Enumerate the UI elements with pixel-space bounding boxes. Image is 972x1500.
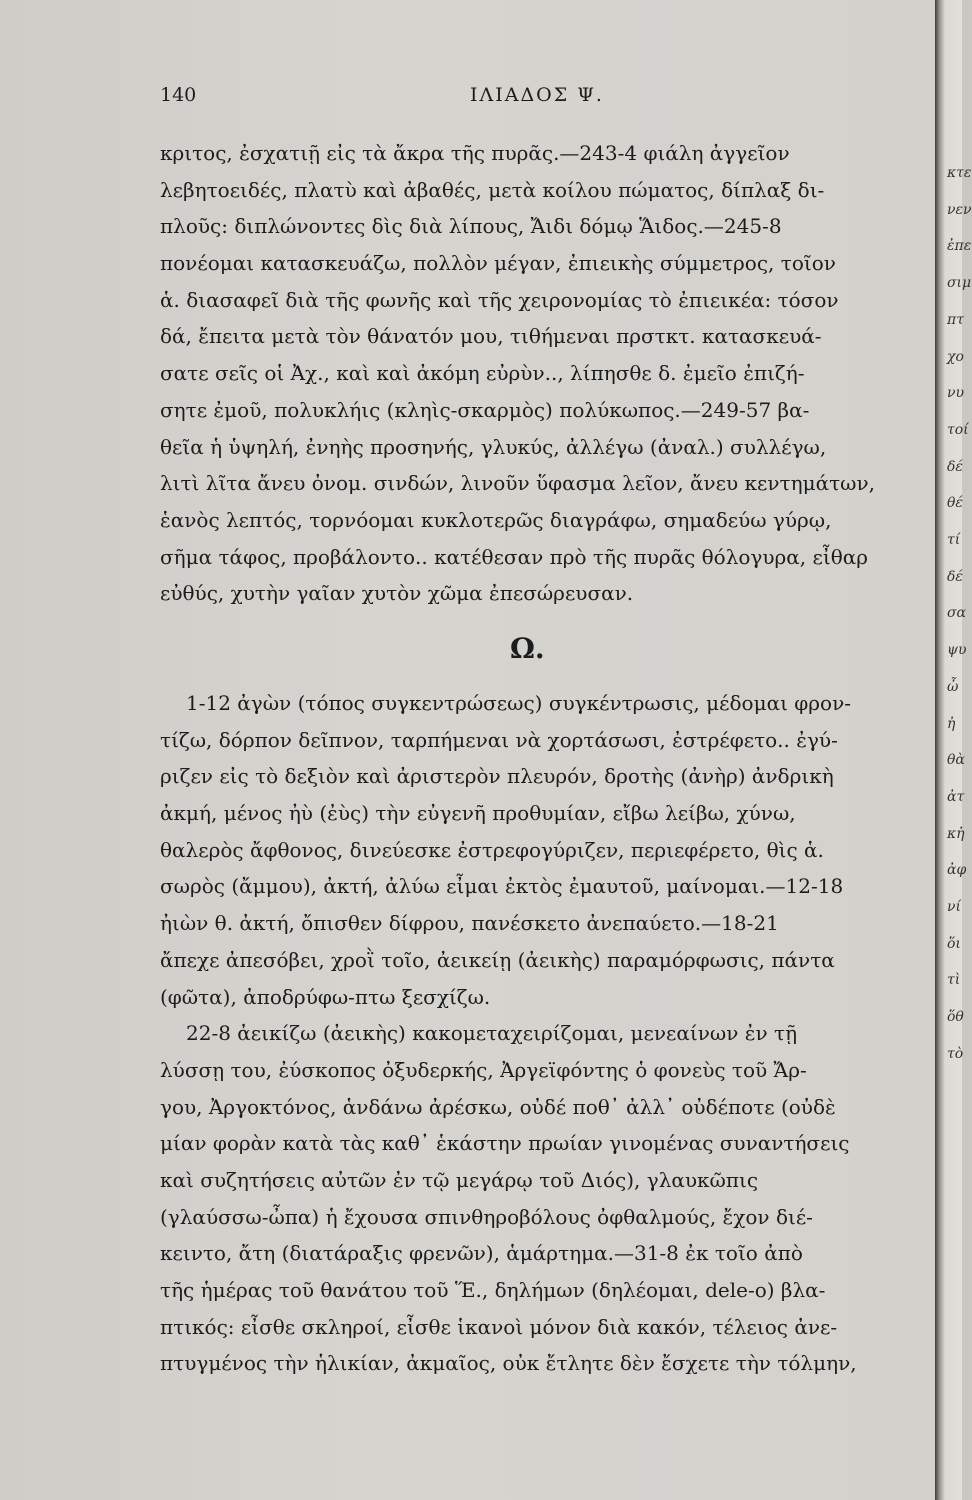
- margin-fragment: νυ: [947, 385, 965, 402]
- text-line: ἄπεχε ἀπεσόβει, χροῒ τοῖο, ἀεικείῃ (ἀεικὴς) παραμόρφωσις, πάντα: [160, 947, 835, 972]
- text-line: λεβητοειδές, πλατὺ καὶ ἀβαθές, μετὰ κοίλου πώματος, δίπλαξ δι-: [160, 177, 825, 202]
- margin-fragment: ἠ: [947, 715, 956, 732]
- text-line: ἑανὸς λεπτός, τορνόομαι κυκλοτερῶς διαγράφω, σημαδεύω γύρῳ,: [160, 507, 832, 532]
- running-title: ΙΛΙΑΔΟΣ Ψ.: [470, 84, 604, 106]
- margin-fragment: νεν: [947, 201, 972, 218]
- margin-fragment: σα: [947, 605, 967, 622]
- margin-fragment: θέ: [947, 495, 963, 512]
- text-line: καὶ συζητήσεις αὐτῶν ἐν τῷ μεγάρῳ τοῦ Διός), γλαυκῶπις: [160, 1167, 759, 1192]
- section-heading-omega: Ω.: [510, 632, 545, 665]
- margin-fragment: ὅι: [947, 935, 961, 952]
- margin-fragment: τί: [947, 532, 961, 548]
- text-line: λύσσῃ του, ἐύσκοπος ὀξυδερκής, Ἀργεϊφόντης ὁ φονεὺς τοῦ Ἄρ-: [160, 1057, 807, 1082]
- text-line: 22-8 ἀεικίζω (ἀεικὴς) κακομεταχειρίζομαι, μενεαίνων ἐν τῇ: [186, 1021, 798, 1046]
- text-line: γου, Ἀργοκτόνος, ἁνδάνω ἀρέσκω, οὐδέ ποθ᾽ ἀλλ᾽ οὐδέποτε (οὐδὲ: [160, 1094, 836, 1119]
- text-line: λιτὶ λῖτα ἄνευ ὀνομ. σινδών, λινοῦν ὕφασμα λεῖον, ἄνευ κεντημάτων,: [160, 471, 875, 496]
- commentary-block-omega: [160, 685, 910, 1382]
- text-line: 1-12 ἀγὼν (τόπος συγκεντρώσεως) συγκέντρωσις, μέδομαι φρον-: [186, 691, 852, 715]
- text-line: δά, ἔπειτα μετὰ τὸν θάνατόν μου, τιθήμεναι πρστκτ. κατασκευά-: [160, 324, 822, 349]
- commentary-block-psi: [160, 135, 910, 612]
- text-line: θαλερὸς ἄφθονος, δινεύεσκε ἐστρεφογύριζεν, περιεφέρετο, θὶς ἁ.: [160, 837, 824, 862]
- page-number: 140: [160, 84, 197, 106]
- margin-fragment: θὰ: [947, 752, 965, 769]
- margin-fragment: ἐπε: [947, 238, 972, 255]
- text-line: πτικός: εἶσθε σκληροί, εἶσθε ἱκανοὶ μόνον διὰ κακόν, τέλειος ἀνε-: [160, 1314, 838, 1339]
- text-line: πλοῦς: διπλώνοντες δὶς διὰ λίπους, Ἄιδι δόμῳ Ἅιδος.—245-8: [160, 214, 782, 239]
- text-line: σατε σεῖς οἱ Ἀχ., καὶ καὶ ἀκόμη εὐρὺν.., λίπησθε δ. ἐμεῖο ἐπιζή-: [160, 361, 805, 386]
- margin-fragment: σιμ: [947, 275, 972, 292]
- text-line: σῆμα τάφος, προβάλοντο.. κατέθεσαν πρὸ τῆς πυρᾶς θόλογυρα, εἶθαρ: [160, 544, 869, 569]
- text-line: κριτος, ἐσχατιῇ εἰς τὰ ἄκρα τῆς πυρᾶς.—243-4 φιάλη ἀγγεῖον: [160, 141, 790, 165]
- margin-fragment: τὶ: [947, 972, 961, 989]
- text-line: θεῖα ἡ ὑψηλή, ἐνηὴς προσηνής, γλυκύς, ἀλλέγω (ἀναλ.) συλλέγω,: [160, 434, 827, 459]
- margin-fragment: δέ: [947, 568, 963, 585]
- text-line: πονέομαι κατασκευάζω, πολλὸν μέγαν, ἐπιεικὴς σύμμετρος, τοῖον: [160, 251, 836, 276]
- text-line: ἀκμή, μένος ἠὺ (ἐὺς) τὴν εὐγενῆ προθυμίαν, εἴβω λείβω, χύνω,: [160, 801, 796, 826]
- text-line: τίζω, δόρπον δεῖπνον, ταρπήμεναι νὰ χορτάσωσι, ἐστρέφετο.. ἐγύ-: [160, 727, 838, 752]
- margin-fragment: δέ: [947, 458, 963, 475]
- margin-fragment: ὅθ: [947, 1009, 964, 1026]
- margin-fragment: ἀτ: [947, 788, 965, 805]
- text-line: ἁ. διασαφεῖ διὰ τῆς φωνῆς καὶ τῆς χειρονομίας τὸ ἐπιεικέα: τόσον: [160, 287, 839, 312]
- text-line: ἠιὼν θ. ἀκτή, ὄπισθεν δίφρου, πανέσκετο ἀνεπαύετο.—18-21: [160, 911, 779, 936]
- text-line: εὐθύς, χυτὴν γαῖαν χυτὸν χῶμα ἐπεσώρευσαν.: [160, 581, 634, 606]
- margin-fragment: ἀφ: [947, 862, 967, 879]
- text-line: μίαν φορὰν κατὰ τὰς καθ᾽ ἑκάστην πρωίαν γινομένας συναντήσεις: [160, 1131, 850, 1156]
- text-line: (φῶτα), ἀποδρύφω-πτω ξεσχίζω.: [160, 984, 491, 1009]
- margin-fragment: κτε: [947, 165, 972, 181]
- text-line: τῆς ἡμέρας τοῦ θανάτου τοῦ Ἕ., δηλήμων (δηλέομαι, dele-o) βλα-: [160, 1278, 826, 1302]
- margin-fragment: τοί: [947, 421, 969, 438]
- text-line: κειντο, ἄτη (διατάραξις φρενῶν), ἁμάρτημα.—31-8 ἐκ τοῖο ἀπὸ: [160, 1241, 803, 1266]
- margin-fragment: χο: [947, 348, 964, 365]
- margin-fragment: ὦ: [947, 678, 959, 695]
- facing-page-margin: [935, 0, 972, 1500]
- margin-fragment: ψυ: [947, 642, 967, 659]
- margin-fragment: τὸ: [947, 1045, 964, 1062]
- page-header: [160, 84, 910, 114]
- margin-fragment: νί: [947, 899, 961, 915]
- text-line: (γλαύσσω-ὦπα) ἡ ἔχουσα σπινθηροβόλους ὀφθαλμούς, ἔχον διέ-: [160, 1204, 813, 1229]
- margin-fragment: πτ: [947, 311, 964, 328]
- text-line: πτυγμένος τὴν ἡλικίαν, ἀκμαῖος, οὐκ ἔτλητε δὲν ἔσχετε τὴν τόλμην,: [160, 1351, 857, 1376]
- text-line: σητε ἐμοῦ, πολυκλήις (κληὶς-σκαρμὸς) πολύκωπος.—249-57 βα-: [160, 397, 810, 422]
- text-line: ριζεν εἰς τὸ δεξιὸν καὶ ἀριστερὸν πλευρόν, δροτὴς (ἀνὴρ) ἀνδρικὴ: [160, 764, 834, 789]
- text-line: σωρὸς (ἄμμου), ἀκτή, ἀλύω εἶμαι ἐκτὸς ἐμαυτοῦ, μαίνομαι.—12-18: [160, 874, 844, 899]
- margin-fragment: κἠ: [947, 825, 965, 842]
